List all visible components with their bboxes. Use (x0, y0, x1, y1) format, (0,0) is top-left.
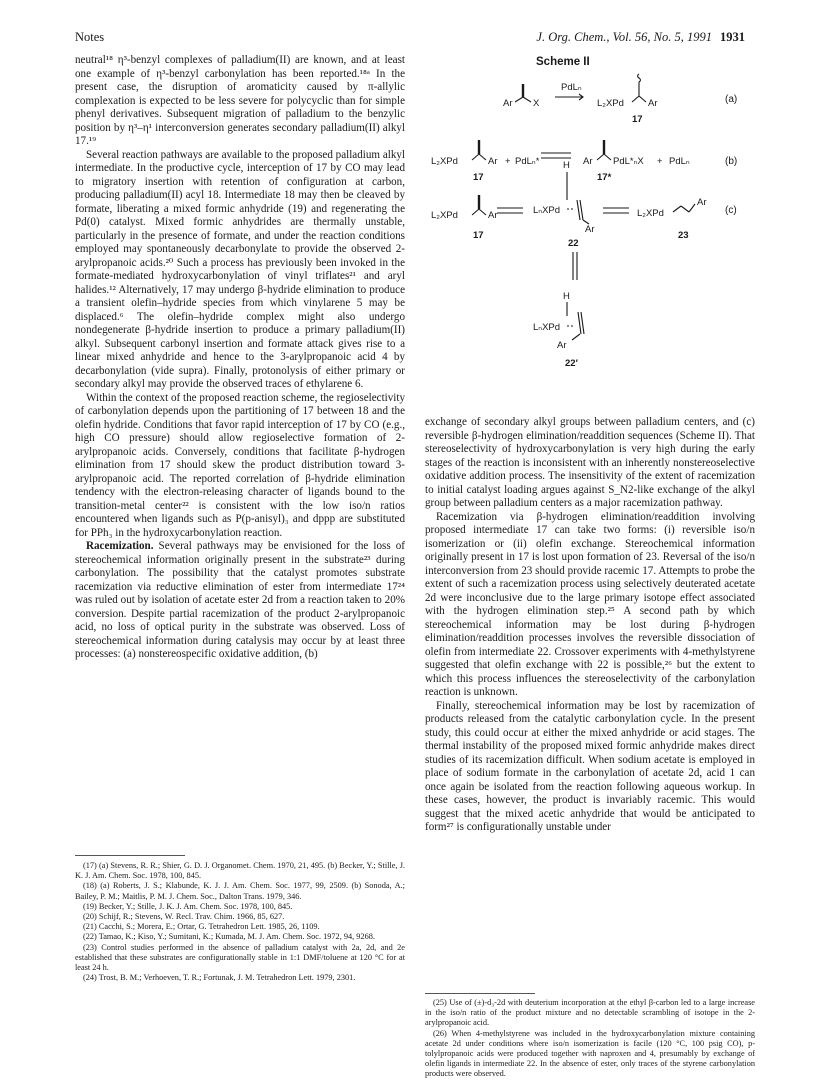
label-lnxpd: LₙXPd (533, 205, 561, 216)
paragraph: Racemization via β-hydrogen elimination/readdition involving proposed intermediate 17 can take two forms: (i) reversible iso/n isomerization or (ii) olefin exchange. Stereochemical information originally present in 17 is lost upon formation of 23. Reversal of the iso/n interconversion from 23 should provide racemic 17. Attempts to probe the extent of such a racemization process using selectively deuterated acetate 2d were inconclusive due to the large primary isotope effect associated with the hydrogen elimination step.²⁵ A second path by which stereochemical information may be lost during β-hydrogen elimination/readdition processes involves the reversible dissociation of olefin from intermediate 22. Crossover experiments with 4-methylstyrene suggested that olefin exchange with 22 is possible,²⁶ but the extent to which this process influences the stereoselectivity of the carbonylation reaction is unknown. (425, 510, 755, 698)
footnote: (17) (a) Stevens, R. R.; Shier, G. D. J. Organomet. Chem. 1970, 21, 495. (b) Becker, Y.; Stille, J. K. J. Am. Chem. Soc. 1978, 100, 845. (75, 861, 405, 881)
label-ar: Ar (585, 224, 595, 235)
label-ar: Ar (697, 197, 707, 208)
label-ar: Ar (488, 156, 498, 167)
olefin-bond (580, 200, 583, 220)
label-x: X (533, 98, 540, 109)
bond (572, 334, 580, 340)
left-column (75, 54, 405, 852)
label-l2xpd: L₂XPd (431, 156, 458, 167)
compound-number: 23 (678, 230, 689, 241)
bond (689, 204, 695, 212)
footnote: (18) (a) Roberts, J. S.; Klabunde, K. J. J. Am. Chem. Soc. 1977, 99, 2509. (b) Sonoda, A.; Bailey, P. M.; Maitlis, P. M. J. Chem. Soc., Dalton Trans. 1979, 346. (75, 881, 405, 901)
compound-number: 17 (473, 172, 484, 183)
bond (632, 96, 639, 102)
paragraph-text: Several pathways may be envisioned for the loss of stereochemical information originally present in the substrate²³ during carbonylation. The possibility that the catalyst promotes substrate racemization via reductive elimination of ester from intermediate 17²⁴ was ruled out by isolation of acetate ester 2d from a reaction taken to 20% conversion. Despite partial racemization of the product 2-arylpropanoic acid, no loss of optical purity in the substrate was observed. Loss of stereochemical information during catalysis may occur by at least three processes: (a) nonstereospecific oxidative addition, (b) (75, 540, 405, 660)
label-reagent: PdLₙ (561, 82, 582, 93)
footnote-rule (75, 855, 185, 856)
scheme-ii-figure (425, 72, 755, 412)
compound-number: 22 (568, 238, 579, 249)
page-number: 1931 (720, 30, 745, 44)
right-column (425, 416, 755, 990)
label-ar: Ar (583, 156, 593, 167)
label-h: H (563, 160, 570, 171)
bond (479, 209, 486, 215)
label-l2xpd: L₂XPd (597, 98, 624, 109)
equation-tag: (c) (725, 205, 737, 216)
header-section: Notes (75, 30, 105, 44)
footnote: (26) When 4-methylstyrene was included in the hydroxycarbonylation mixture containing acetate 2d under conditions where iso/n isomerization is facile (120 °C, 100 psig CO), p-tolylpropanoic acids were produced together with naproxen and 4, presumably by exchange of olefin ligands in intermediate 22. In the absence of ester, only traces of the styrene carbonylation products were observed. (425, 1028, 755, 1079)
olefin-bond (581, 312, 584, 334)
bond (472, 154, 479, 160)
equation-tag: (a) (725, 94, 738, 105)
paragraph: exchange of secondary alkyl groups between palladium centers, and (c) reversible β-hydrogen elimination/readdition sequences (Scheme II). That stereoselectivity of hydroxycarbonylation is very high during the early stages of the reaction is inconsistent with an inherently nonstereoselective oxidative addition process. The insensitivity of the extent of racemization to initial catalyst loading argues against S_N2-like exchange of the alkyl group between palladium centers as a major racemization pathway. (425, 416, 755, 509)
bond (639, 96, 646, 102)
plus-sign: + (505, 156, 511, 167)
label-h: H (563, 291, 570, 302)
label-ar: Ar (488, 210, 498, 221)
section-heading: Racemization. (86, 540, 154, 552)
footnote: (24) Trost, B. M.; Verhoeven, T. R.; Fortunak, J. M. Tetrahedron Lett. 1979, 2301. (83, 973, 356, 983)
label-l2xpd: L₂XPd (637, 208, 664, 219)
footnote-rule (425, 993, 535, 994)
compound-number: 17 (473, 230, 484, 241)
scheme-title: Scheme II (536, 56, 590, 68)
journal-citation: J. Org. Chem., Vol. 56, No. 5, 1991 (536, 30, 712, 44)
bond (523, 97, 531, 102)
footnote: (21) Cacchi, S.; Morera, E.; Ortar, G. Tetrahedron Lett. 1985, 26, 1109. (83, 922, 320, 932)
bond (681, 206, 689, 212)
label-l2xpd: L₂XPd (431, 210, 458, 221)
label-ar: Ar (557, 340, 567, 351)
footnote: (20) Schijf, R.; Stevens, W. Recl. Trav. Chim. 1966, 85, 627. (83, 912, 285, 922)
bond (604, 154, 611, 160)
footnotes-left (75, 861, 405, 983)
footnote: (22) Tamao, K.; Kiso, Y.; Sumitani, K.; Kumada, M. J. Am. Chem. Soc. 1972, 94, 9268. (83, 932, 375, 942)
bond (673, 206, 681, 212)
label-pdln-star: PdLₙ* (515, 156, 540, 167)
compound-number: 17* (597, 172, 612, 183)
footnotes-right (425, 998, 755, 1080)
olefin-bond (577, 200, 580, 220)
equation-tag: (b) (725, 156, 738, 167)
paragraph: neutral¹⁸ η³-benzyl complexes of palladium(II) are known, and at least one example of η³-benzyl carbonylation has been reported.¹⁸ᵃ In the present case, the disruption of aromaticity caused by π-allylic complexation is expected to be less severe for polycyclic than for simple phenyl derivatives. Subsequent migration of palladium to the benzylic position by η³–η¹ interconversion generates secondary palladium(II) alkyl 17.¹⁹ (75, 54, 405, 147)
paragraph: Finally, stereochemical information may be lost by racemization of products released from the catalytic carbonylation cycle. In the present study, this could occur at either the mixed anhydride or acid stages. The thermal instability of the proposed mixed formic anhydride makes direct studies of its racemization difficult. When sodium acetate is employed in place of sodium formate in the carbonylation of acetate 2d, acid 1 can once again be isolated from the reaction following aqueous workup. In these cases, however, the product is invariably racemic. This would suggest that the mixed acetic anhydride that would be anticipated to form²⁷ is configurationally unstable under (425, 699, 755, 833)
bond (597, 154, 604, 160)
paragraph: Within the context of the proposed reaction scheme, the regioselectivity of carbonylation depends upon the partitioning of 17 between 18 and the olefin hydride. Conditions that favor rapid interception of 17 by CO (e.g., high CO pressure) should allow regioselective formation of 2-arylpropanoic acids. Conversely, conditions that facilitate β-hydrogen elimination from 17 should skew the product distribution toward 3-arylpropanoic acid. The reported correlation of β-hydride elimination tendency with the electron-releasing character of ligands bound to the transition-metal center²² is consistent with the low iso/n ratios encountered when ligands such as P(p-anisyl)₃ and dppp are substituted for PPh₃ in the hydroxycarbonylation reaction. (75, 391, 405, 539)
compound-number: 22′ (565, 358, 578, 369)
footnote: (23) Control studies performed in the absence of palladium catalyst with 2a, 2d, and 2e established that these substrates are configurationally stable in 1:1 DMF/toluene at 120 °C for at least 24 h. (75, 942, 405, 973)
bond (515, 97, 523, 102)
wavy-bond (638, 74, 641, 96)
label-pdl-star-nx: PdL*ₙX (613, 156, 644, 167)
label-ar: Ar (503, 98, 513, 109)
paragraph-racemization (75, 540, 405, 662)
paragraph: Several reaction pathways are available to the proposed palladium alkyl intermediate. In the productive cycle, interception of 17 by CO may lead to migratory insertion with retention of configuration at carbon, producing palladium(II) acyl 18. Intermediate 18 may then be cleaved by formate, liberating a mixed formic anhydride (19) and regenerating the Pd(0) catalyst. Mixed formic anhydrides are thermally unstable, particularly in the presence of formate, and under the reaction conditions employed may spontaneously decarbonylate to provide the observed 2-arylpropanoic acids.²⁰ Such a process has previously been invoked in the formate-mediated hydroxycarbonylation of vinyl triflates²¹ and aryl halides.¹² Alternatively, 17 may undergo β-hydride elimination to produce a transient olefin–hydride species from which vinylarene 5 may be displaced.⁶ The olefin–hydride complex might also undergo nondegenerate β-hydride insertion to produce a primary palladium(II) alkyl. Subsequent carbonyl insertion and formate attack gives rise to a linear mixed anhydride and hence to the 3-arylpropanoic acid 4 by decarbonylation (vide supra). Finally, protonolysis of either primary or secondary alkyl may provide the observed traces of ethylarene 6. (75, 148, 405, 390)
header-journal (536, 30, 745, 45)
compound-number: 17 (632, 114, 643, 125)
footnote: (19) Becker, Y.; Stille, J. K. J. Am. Chem. Soc. 1978, 100, 845. (83, 901, 293, 911)
label-ar: Ar (648, 98, 658, 109)
bond (479, 154, 486, 160)
footnote: (25) Use of (±)-d₃-2d with deuterium incorporation at the ethyl β-carbon led to a large increase in the iso/n ratio of the product mixture and no detectable scrambling of isotope in the 2-arylpropanoic acid. (425, 998, 755, 1028)
label-lnxpd: LₙXPd (533, 322, 561, 333)
scheme-diagram (425, 72, 755, 412)
plus-sign: + (657, 156, 663, 167)
bond (472, 209, 479, 215)
olefin-bond (578, 312, 581, 334)
label-pdln: PdLₙ (669, 156, 690, 167)
running-header (75, 30, 745, 46)
